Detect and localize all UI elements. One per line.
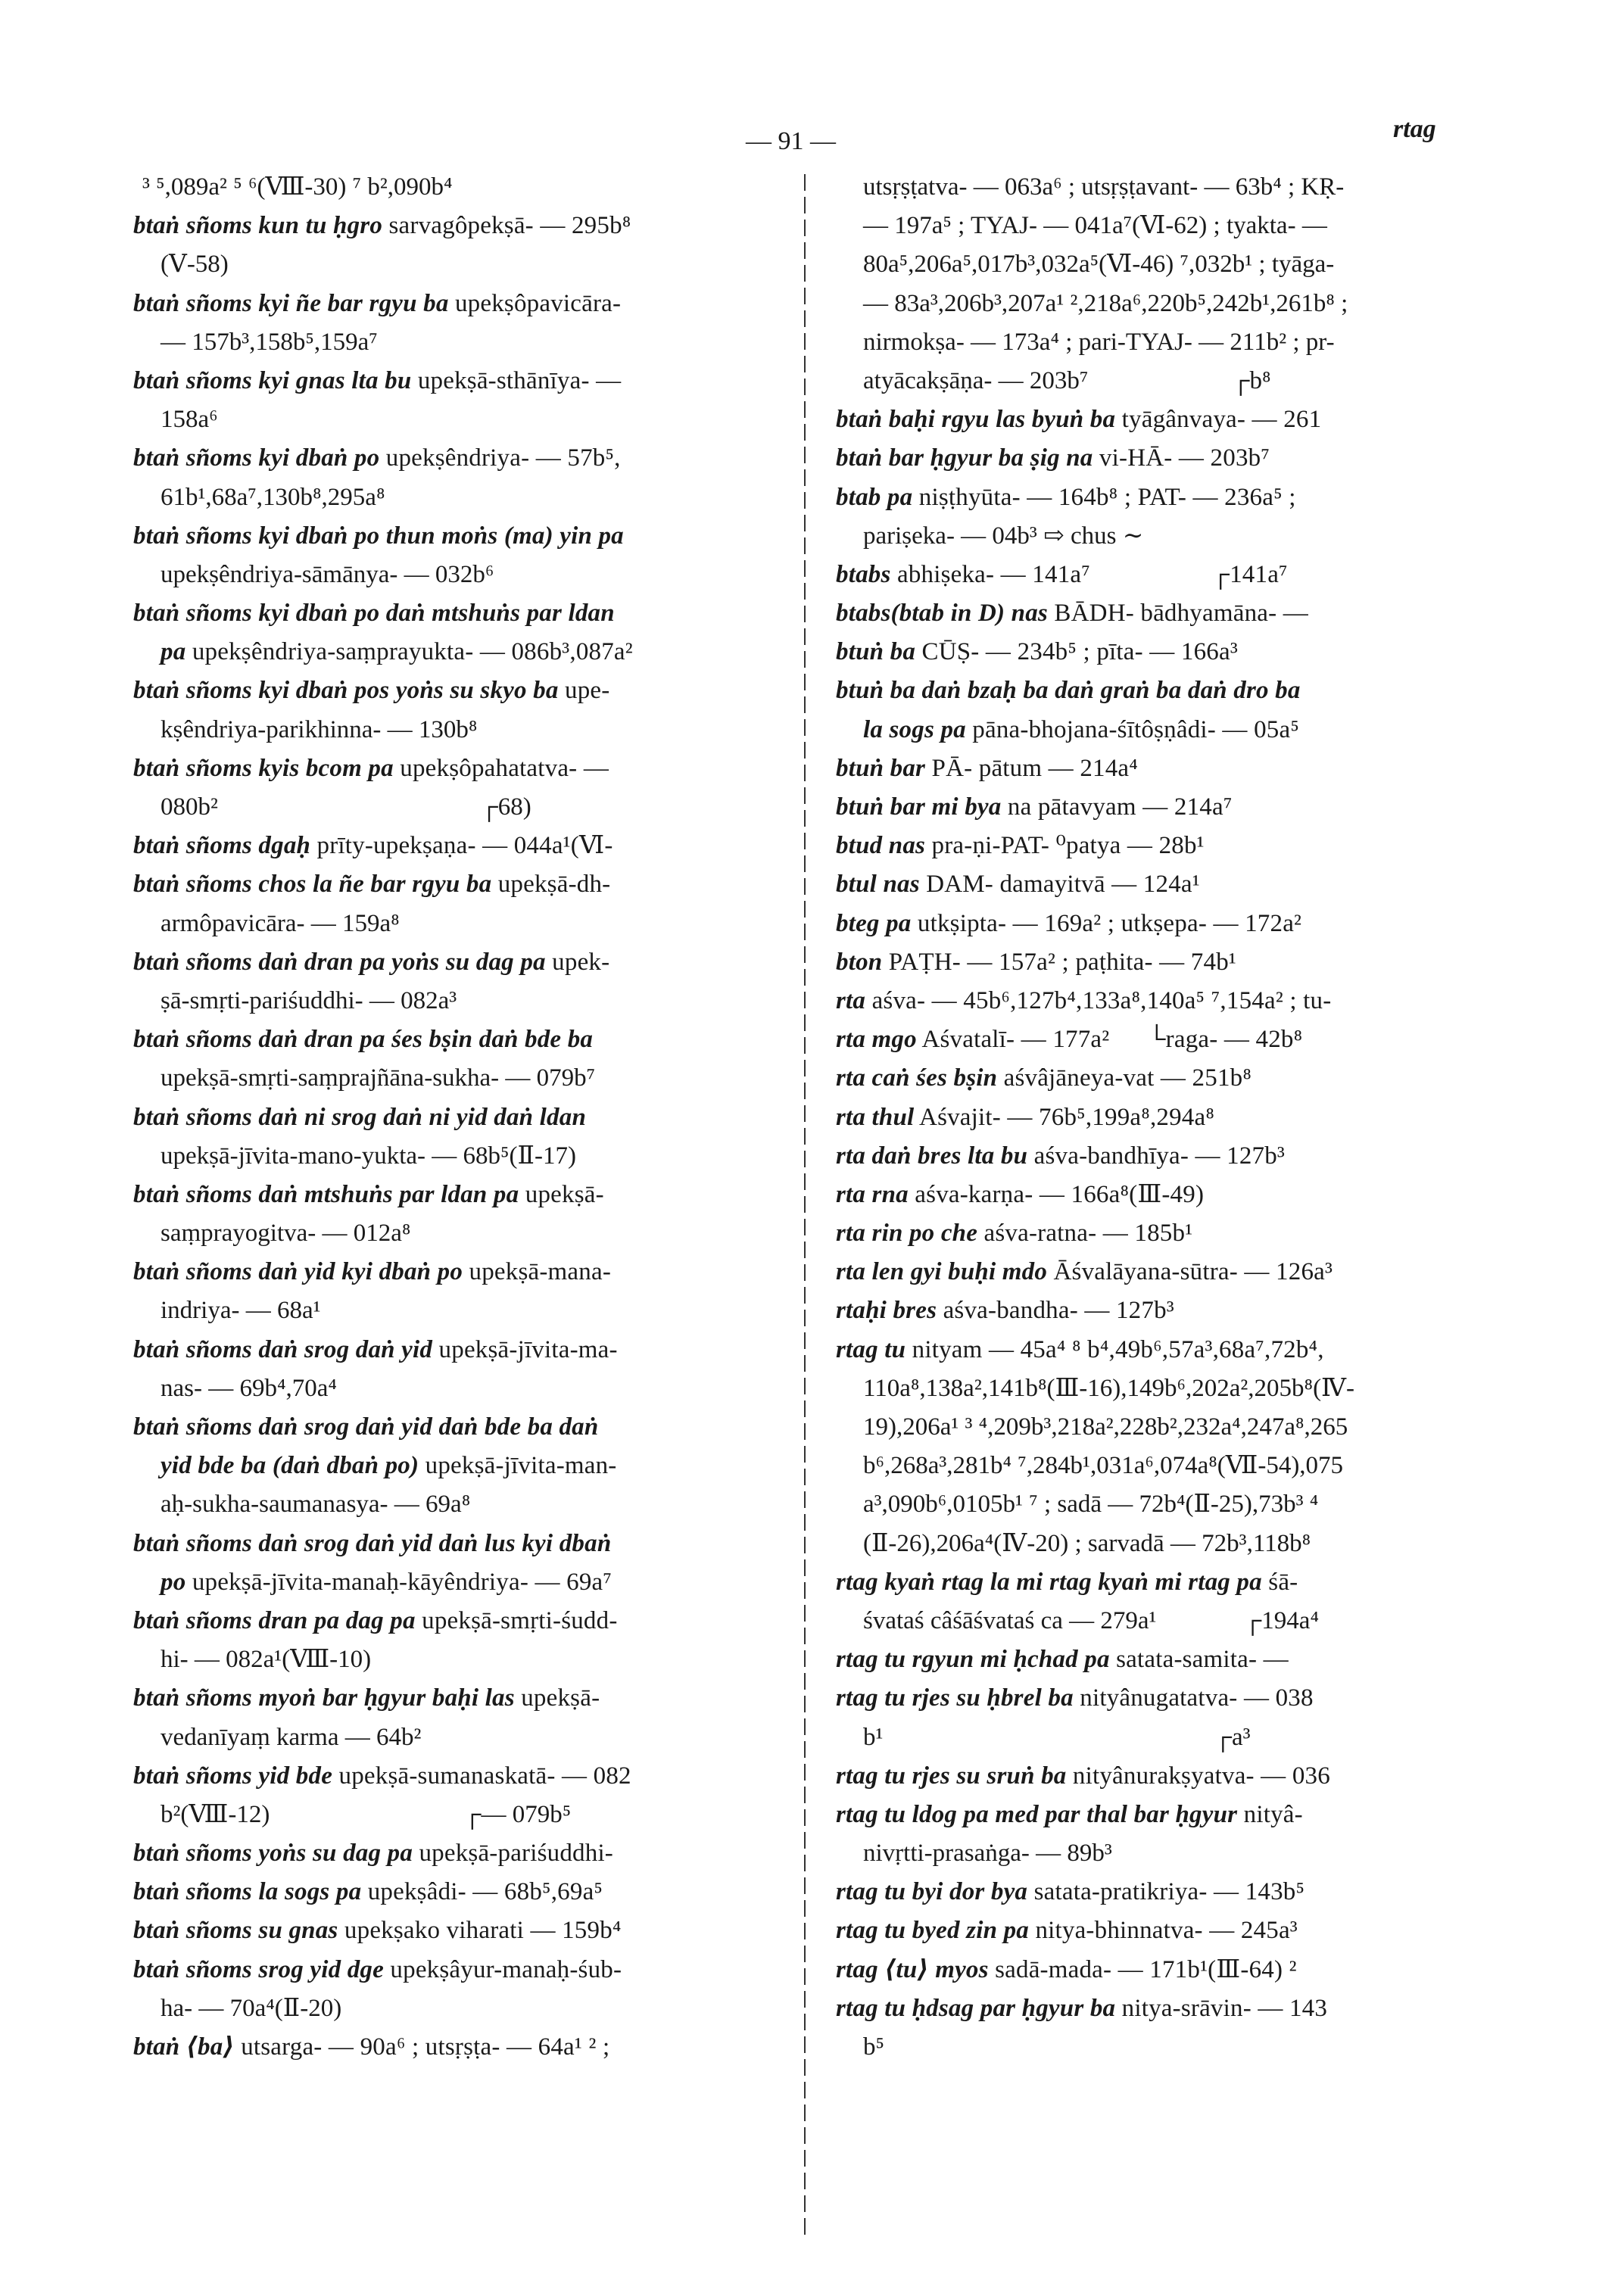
entry-headword-line xyxy=(133,1408,786,1447)
entry-continuation-line: nas- — 69b⁴,70a⁴ xyxy=(161,1374,337,1402)
entry-headword-line xyxy=(133,1834,786,1873)
tibetan-lemma: rtag tu byed zin pa xyxy=(836,1917,1029,1945)
sanskrit-equivalent: upe- xyxy=(558,677,610,705)
entry-headword-line xyxy=(836,478,1495,517)
entry-headword-line xyxy=(836,594,1495,633)
entry-continuation-line: a³,090b⁶,0105b¹ ⁷ ; sadā — 72b⁴(Ⅱ-25),73b³ ⁴ xyxy=(863,1491,1319,1519)
entry-continuation-line: b⁶,268a³,281b⁴ ⁷,284b¹,031a⁶,074a⁸(Ⅶ-54),075 xyxy=(863,1452,1344,1480)
tibetan-lemma: rta xyxy=(836,986,866,1014)
entry-headword-line xyxy=(133,1525,786,1563)
sanskrit-equivalent: PAṬH- — 157a² ; paṭhita- — 74b¹ xyxy=(882,948,1237,976)
entry-continuation-line: nirmokṣa- — 173a⁴ ; pari-TYAJ- — 211b² ; pr- xyxy=(863,328,1335,356)
entry-continuation-line: 80a⁵,206a⁵,017b³,032a⁵(Ⅵ-46) ⁷,032b¹ ; tyāga- xyxy=(863,251,1335,279)
entry-headword-line xyxy=(133,1447,786,1485)
tibetan-lemma: rtag tu rgyun mi ḥchad pa xyxy=(836,1646,1110,1674)
sanskrit-equivalent: upekṣêndriya-saṃprayukta- — 086b³,087a² xyxy=(185,638,633,666)
sanskrit-equivalent: CŪṢ- — 234b⁵ ; pīta- — 166a³ xyxy=(915,638,1238,666)
entry-headword-line xyxy=(133,1911,786,1950)
entry-continuation-line: 110a⁸,138a²,141b⁸(Ⅲ-16),149b⁶,202a²,205b⁸(Ⅳ- xyxy=(863,1374,1355,1402)
tibetan-lemma: rtag tu ldog pa med par thal bar ḥgyur xyxy=(836,1800,1238,1828)
sanskrit-equivalent: upekṣôpavicāra- xyxy=(448,289,622,317)
entry-headword-line xyxy=(836,556,1495,594)
entry-headword-line xyxy=(836,1137,1495,1176)
entry-headword-line xyxy=(836,749,1495,788)
sanskrit-equivalent: aśva-bandha- — 127b³ xyxy=(937,1297,1174,1325)
tibetan-lemma: btaṅ sñoms kyi gnas lta bu xyxy=(133,366,412,394)
tibetan-lemma: btaṅ sñoms kyi dbaṅ po thun moṅs (ma) yin pa xyxy=(133,522,624,550)
sanskrit-equivalent: upekṣôpahatatva- — xyxy=(393,754,609,782)
sanskrit-equivalent: upekṣā-pariśuddhi- xyxy=(413,1840,613,1868)
sanskrit-equivalent: nitya-srāvin- — 143 xyxy=(1115,1994,1328,2022)
tibetan-lemma: rta len gyi buḥi mdo xyxy=(836,1258,1048,1286)
sanskrit-equivalent: aśva-ratna- — 185b¹ xyxy=(977,1220,1193,1248)
sanskrit-equivalent: satata-pratikriya- — 143b⁵ xyxy=(1027,1878,1305,1906)
entry-headword-line xyxy=(133,633,786,671)
tibetan-lemma: btaṅ sñoms daṅ srog daṅ yid xyxy=(133,1335,433,1363)
tibetan-lemma: rta mgo xyxy=(836,1026,917,1054)
tibetan-lemma: btabs(btab in D) nas xyxy=(836,600,1048,628)
entry-continuation-line: — 83a³,206b³,207a¹ ²,218a⁶,220b⁵,242b¹,261b⁸ ; xyxy=(863,289,1348,317)
sanskrit-equivalent: satata-samita- — xyxy=(1109,1646,1289,1674)
column-divider xyxy=(804,174,806,2241)
tibetan-lemma: rta rin po che xyxy=(836,1220,978,1248)
sanskrit-equivalent: pra-ṇi-PAT- ⁰patya — 28b¹ xyxy=(925,832,1205,860)
tibetan-lemma: btabs xyxy=(836,560,891,588)
entry-headword-line xyxy=(836,905,1495,943)
sanskrit-equivalent: upekṣā-dh- xyxy=(491,871,611,899)
entry-continuation-line: 080b² ┌68) xyxy=(161,793,531,821)
tibetan-lemma: btaṅ sñoms yoṅs su dag pa xyxy=(133,1840,413,1868)
sanskrit-equivalent: DAM- damayitvā — 124a¹ xyxy=(919,871,1200,899)
sanskrit-equivalent: upekṣā-jīvita-ma- xyxy=(432,1335,618,1363)
entry-continuation-line: b¹ ┌a³ xyxy=(863,1723,1251,1751)
tibetan-lemma: rtag ⟨tu⟩ myos xyxy=(836,1955,989,1983)
tibetan-lemma: btaṅ sñoms myoṅ bar ḥgyur baḥi las xyxy=(133,1684,515,1712)
sanskrit-equivalent: aśva- — 45b⁶,127b⁴,133a⁸,140a⁵ ⁷,154a² ; tu- xyxy=(865,986,1332,1014)
entry-headword-line xyxy=(133,2028,786,2067)
entry-continuation-line: — 157b³,158b⁵,159a⁷ xyxy=(161,328,378,356)
entry-headword-line xyxy=(133,362,786,400)
tibetan-lemma: btaṅ sñoms daṅ dran pa śes bṣin daṅ bde ba xyxy=(133,1026,594,1054)
entry-continuation-line: indriya- — 68a¹ xyxy=(161,1297,321,1325)
sanskrit-equivalent: upekṣā-sthānīya- — xyxy=(411,366,622,394)
entry-headword-line xyxy=(133,749,786,788)
tibetan-lemma: btaṅ sñoms la sogs pa xyxy=(133,1878,362,1906)
tibetan-lemma: rtag tu byi dor bya xyxy=(836,1878,1028,1906)
sanskrit-equivalent: niṣṭhyūta- — 164b⁸ ; PAT- — 236a⁵ ; xyxy=(912,483,1296,511)
entry-headword-line xyxy=(836,1951,1495,1989)
running-head: rtag xyxy=(1393,115,1436,143)
entry-continuation-line: śvataś câśāśvataś ca — 279a¹ ┌194a⁴ xyxy=(863,1606,1319,1634)
entry-headword-line xyxy=(836,1331,1495,1369)
entry-headword-line xyxy=(133,1253,786,1291)
tibetan-lemma: btud nas xyxy=(836,832,926,860)
entry-headword-line xyxy=(133,207,786,245)
entry-headword-line xyxy=(836,1291,1495,1330)
entry-headword-line xyxy=(133,285,786,323)
tibetan-lemma: btaṅ sñoms daṅ ni srog daṅ ni yid daṅ ldan xyxy=(133,1103,587,1131)
tibetan-lemma: rta rna xyxy=(836,1180,909,1208)
entry-headword-line xyxy=(133,1602,786,1640)
sanskrit-equivalent: utsarga- — 90a⁶ ; utsṛṣṭa- — 64a¹ ² ; xyxy=(234,2033,610,2061)
entry-continuation-line: ³ ⁵,089a² ⁵ ⁶(Ⅷ-30) ⁷ b²,090b⁴ xyxy=(142,173,453,201)
sanskrit-equivalent: Aśvajit- — 76b⁵,199a⁸,294a⁸ xyxy=(914,1103,1215,1131)
tibetan-lemma: rtag tu ḥdsag par ḥgyur ba xyxy=(836,1994,1116,2022)
entry-headword-line xyxy=(836,1679,1495,1718)
tibetan-lemma: btaṅ sñoms daṅ srog daṅ yid daṅ lus kyi dbaṅ xyxy=(133,1529,612,1557)
entry-headword-line xyxy=(836,1059,1495,1098)
sanskrit-equivalent: śā- xyxy=(1261,1568,1298,1596)
tibetan-lemma: btaṅ sñoms kun tu ḥgro xyxy=(133,212,383,240)
entry-headword-line xyxy=(133,594,786,633)
entry-headword-line xyxy=(133,439,786,478)
tibetan-lemma: btaṅ sñoms kyis bcom pa xyxy=(133,754,394,782)
dictionary-column-right xyxy=(836,168,1495,2067)
entry-headword-line xyxy=(836,439,1495,478)
entry-headword-line xyxy=(836,1757,1495,1796)
sanskrit-equivalent: nityânugatatva- — 038 xyxy=(1073,1684,1314,1712)
sanskrit-equivalent: upekṣā-jīvita-manaḥ-kāyêndriya- — 69a⁷ xyxy=(185,1568,613,1596)
entry-headword-line xyxy=(133,1020,786,1059)
entry-continuation-line: saṃprayogitva- — 012a⁸ xyxy=(161,1220,411,1248)
sanskrit-equivalent: upekṣā-smṛti-śudd- xyxy=(415,1606,618,1634)
entry-headword-line xyxy=(133,1176,786,1214)
tibetan-lemma: btaṅ sñoms yid bde xyxy=(133,1762,333,1790)
entry-continuation-line: 158a⁶ xyxy=(161,406,218,434)
entry-continuation-line: nivṛtti-prasaṅga- — 89b³ xyxy=(863,1840,1112,1868)
sanskrit-equivalent: upekṣâyur-manaḥ-śub- xyxy=(383,1955,622,1983)
entry-headword-line xyxy=(836,943,1495,982)
entry-headword-line xyxy=(133,517,786,556)
entry-headword-line xyxy=(836,1796,1495,1834)
entry-headword-line xyxy=(133,1757,786,1796)
entry-continuation-line: ṣā-smṛti-pariśuddhi- — 082a³ xyxy=(161,986,457,1014)
tibetan-lemma: bton xyxy=(836,948,883,976)
tibetan-lemma: btaṅ sñoms dgaḥ xyxy=(133,832,311,860)
tibetan-lemma: rtag kyaṅ rtag la mi rtag kyaṅ mi rtag pa xyxy=(836,1568,1262,1596)
entry-headword-line xyxy=(133,1098,786,1137)
tibetan-lemma: rta thul xyxy=(836,1103,915,1131)
entry-headword-line xyxy=(133,827,786,865)
tibetan-lemma: btaṅ sñoms daṅ yid kyi dbaṅ po xyxy=(133,1258,463,1286)
tibetan-lemma: btaṅ sñoms daṅ mtshuṅs par ldan pa xyxy=(133,1180,519,1208)
tibetan-lemma: btab pa xyxy=(836,483,913,511)
entry-headword-line xyxy=(133,1563,786,1602)
tibetan-lemma: btaṅ sñoms daṅ dran pa yoṅs su dag pa xyxy=(133,948,546,976)
sanskrit-equivalent: BĀDH- bādhyamāna- — xyxy=(1047,600,1308,628)
entry-headword-line xyxy=(836,671,1495,710)
sanskrit-equivalent: PĀ- pātum — 214a⁴ xyxy=(925,754,1138,782)
sanskrit-equivalent: upekṣêndriya- — 57b⁵, xyxy=(379,444,621,472)
entry-headword-line xyxy=(836,1563,1495,1602)
page-header xyxy=(0,0,1624,174)
entry-continuation-line: atyācakṣāṇa- — 203b⁷ ┌b⁸ xyxy=(863,366,1271,394)
entry-continuation-line: aḥ-sukha-saumanasya- — 69a⁸ xyxy=(161,1491,471,1519)
entry-headword-line xyxy=(836,633,1495,671)
tibetan-lemma: btuṅ bar mi bya xyxy=(836,793,1002,821)
entry-continuation-line: ha- — 70a⁴(Ⅱ-20) xyxy=(161,1994,342,2022)
entry-headword-line xyxy=(836,982,1495,1020)
sanskrit-equivalent: pāna-bhojana-śītôṣṇâdi- — 05a⁵ xyxy=(965,715,1300,743)
entry-continuation-line: utsṛṣṭatva- — 063a⁶ ; utsṛṣṭavant- — 63b⁴ ; KṚ- xyxy=(863,173,1345,201)
sanskrit-equivalent: upekṣâdi- — 68b⁵,69a⁵ xyxy=(361,1878,603,1906)
entry-continuation-line: b⁵ xyxy=(863,2033,885,2061)
sanskrit-equivalent: upekṣā-sumanaskatā- — 082 xyxy=(332,1762,631,1790)
sanskrit-equivalent: Aśvatalī- — 177a² └raga- — 42b⁸ xyxy=(916,1026,1303,1054)
entry-headword-line xyxy=(133,1679,786,1718)
sanskrit-equivalent: aśvâjāneya-vat — 251b⁸ xyxy=(997,1064,1252,1092)
tibetan-lemma: pa xyxy=(161,638,186,666)
sanskrit-equivalent: upekṣā-jīvita-man- xyxy=(419,1452,617,1480)
sanskrit-equivalent: Āśvalāyana-sūtra- — 126a³ xyxy=(1047,1258,1333,1286)
sanskrit-equivalent: aśva-karṇa- — 166a⁸(Ⅲ-49) xyxy=(908,1180,1205,1208)
entry-headword-line xyxy=(836,1253,1495,1291)
entry-headword-line xyxy=(836,1911,1495,1950)
tibetan-lemma: yid bde ba (daṅ dbaṅ po) xyxy=(161,1452,419,1480)
tibetan-lemma: btuṅ ba xyxy=(836,638,916,666)
tibetan-lemma: btaṅ baḥi rgyu las byuṅ ba xyxy=(836,406,1116,434)
entry-headword-line xyxy=(836,827,1495,865)
entry-headword-line xyxy=(836,1020,1495,1059)
tibetan-lemma: rtag tu rjes su ḥbrel ba xyxy=(836,1684,1074,1712)
tibetan-lemma: bteg pa xyxy=(836,909,912,937)
tibetan-lemma: btaṅ sñoms daṅ srog daṅ yid daṅ bde ba daṅ xyxy=(133,1413,599,1441)
tibetan-lemma: btaṅ sñoms chos la ñe bar rgyu ba xyxy=(133,871,492,899)
tibetan-lemma: rtag tu rjes su sruṅ ba xyxy=(836,1762,1067,1790)
entry-headword-line xyxy=(133,1951,786,1989)
tibetan-lemma: btaṅ sñoms su gnas xyxy=(133,1917,338,1945)
sanskrit-equivalent: na pātavyam — 214a⁷ xyxy=(1001,793,1233,821)
sanskrit-equivalent: nityâ- xyxy=(1237,1800,1303,1828)
tibetan-lemma: la sogs pa xyxy=(863,715,966,743)
entry-headword-line xyxy=(836,1873,1495,1911)
entry-headword-line xyxy=(133,865,786,904)
sanskrit-equivalent: nitya-bhinnatva- — 245a³ xyxy=(1029,1917,1298,1945)
sanskrit-equivalent: sadā-mada- — 171b¹(Ⅲ-64) ² xyxy=(988,1955,1297,1983)
entry-continuation-line: 19),206a¹ ³ ⁴,209b³,218a²,228b²,232a⁴,247a⁸,265 xyxy=(863,1413,1348,1441)
tibetan-lemma: btuṅ ba daṅ bzaḥ ba daṅ graṅ ba daṅ dro ba xyxy=(836,677,1301,705)
page-number: — 91 — xyxy=(746,127,836,155)
entry-headword-line xyxy=(133,1331,786,1369)
entry-headword-line xyxy=(133,943,786,982)
entry-headword-line xyxy=(836,1640,1495,1679)
tibetan-lemma: btaṅ bar ḥgyur ba ṣig na xyxy=(836,444,1093,472)
sanskrit-equivalent: prīty-upekṣaṇa- — 044a¹(Ⅵ- xyxy=(310,832,613,860)
entry-headword-line xyxy=(836,711,1495,749)
entry-continuation-line: pariṣeka- — 04b³ ⇨ chus ∼ xyxy=(863,522,1144,550)
entry-headword-line xyxy=(836,1098,1495,1137)
tibetan-lemma: btaṅ sñoms kyi dbaṅ po daṅ mtshuṅs par ldan xyxy=(133,600,615,628)
sanskrit-equivalent: upekṣā- xyxy=(519,1180,604,1208)
entry-continuation-line: — 197a⁵ ; TYAJ- — 041a⁷(Ⅵ-62) ; tyakta- — xyxy=(863,212,1327,240)
tibetan-lemma: btaṅ sñoms kyi ñe bar rgyu ba xyxy=(133,289,449,317)
entry-headword-line xyxy=(836,1989,1495,2028)
sanskrit-equivalent: abhiṣeka- — 141a⁷ ┌141a⁷ xyxy=(890,560,1288,588)
tibetan-lemma: rta caṅ śes bṣin xyxy=(836,1064,998,1092)
tibetan-lemma: btaṅ sñoms kyi dbaṅ po xyxy=(133,444,380,472)
sanskrit-equivalent: upekṣā- xyxy=(514,1684,600,1712)
tibetan-lemma: btuṅ bar xyxy=(836,754,926,782)
tibetan-lemma: btaṅ sñoms dran pa dag pa xyxy=(133,1606,416,1634)
entry-headword-line xyxy=(836,1214,1495,1253)
tibetan-lemma: rtaḥi bres xyxy=(836,1297,937,1325)
sanskrit-equivalent: vi-HĀ- — 203b⁷ xyxy=(1093,444,1270,472)
dictionary-column-left xyxy=(133,168,786,2067)
entry-continuation-line: upekṣêndriya-sāmānya- — 032b⁶ xyxy=(161,560,494,588)
entry-headword-line xyxy=(836,788,1495,827)
entry-continuation-line: (Ⅱ-26),206a⁴(Ⅳ-20) ; sarvadā — 72b³,118b⁸ xyxy=(863,1529,1311,1557)
entry-continuation-line: kṣêndriya-parikhinna- — 130b⁸ xyxy=(161,715,478,743)
sanskrit-equivalent: utkṣipta- — 169a² ; utkṣepa- — 172a² xyxy=(911,909,1302,937)
tibetan-lemma: rta daṅ bres lta bu xyxy=(836,1142,1028,1170)
entry-continuation-line: upekṣā-jīvita-mano-yukta- — 68b⁵(Ⅱ-17) xyxy=(161,1142,576,1170)
tibetan-lemma: btaṅ sñoms srog yid dge xyxy=(133,1955,384,1983)
entry-headword-line xyxy=(836,865,1495,904)
sanskrit-equivalent: sarvagôpekṣā- — 295b⁸ xyxy=(382,212,631,240)
sanskrit-equivalent: upekṣā-mana- xyxy=(463,1258,612,1286)
sanskrit-equivalent: upekṣako viharati — 159b⁴ xyxy=(338,1917,622,1945)
entry-continuation-line: (Ⅴ-58) xyxy=(161,251,229,279)
tibetan-lemma: rtag tu xyxy=(836,1335,906,1363)
tibetan-lemma: po xyxy=(161,1568,186,1596)
tibetan-lemma: btaṅ ⟨ba⟩ xyxy=(133,2033,235,2061)
entry-continuation-line: vedanīyaṃ karma — 64b² xyxy=(161,1723,422,1751)
entry-continuation-line: b²(Ⅷ-12) ┌— 079b⁵ xyxy=(161,1800,572,1828)
entry-headword-line xyxy=(133,671,786,710)
entry-headword-line xyxy=(836,400,1495,439)
entry-headword-line xyxy=(836,1176,1495,1214)
sanskrit-equivalent: nityam — 45a⁴ ⁸ b⁴,49b⁶,57a³,68a⁷,72b⁴, xyxy=(906,1335,1324,1363)
sanskrit-equivalent: tyāgânvaya- — 261 xyxy=(1115,406,1322,434)
tibetan-lemma: btaṅ sñoms kyi dbaṅ pos yoṅs su skyo ba xyxy=(133,677,559,705)
sanskrit-equivalent: nityânurakṣyatva- — 036 xyxy=(1066,1762,1330,1790)
tibetan-lemma: btul nas xyxy=(836,871,920,899)
entry-continuation-line: armôpavicāra- — 159a⁸ xyxy=(161,909,400,937)
entry-continuation-line: upekṣā-smṛti-saṃprajñāna-sukha- — 079b⁷ xyxy=(161,1064,596,1092)
sanskrit-equivalent: aśva-bandhīya- — 127b³ xyxy=(1027,1142,1286,1170)
sanskrit-equivalent: upek- xyxy=(545,948,610,976)
entry-headword-line xyxy=(133,1873,786,1911)
entry-continuation-line: 61b¹,68a⁷,130b⁸,295a⁸ xyxy=(161,483,385,511)
entry-continuation-line: hi- — 082a¹(Ⅷ-10) xyxy=(161,1646,372,1674)
